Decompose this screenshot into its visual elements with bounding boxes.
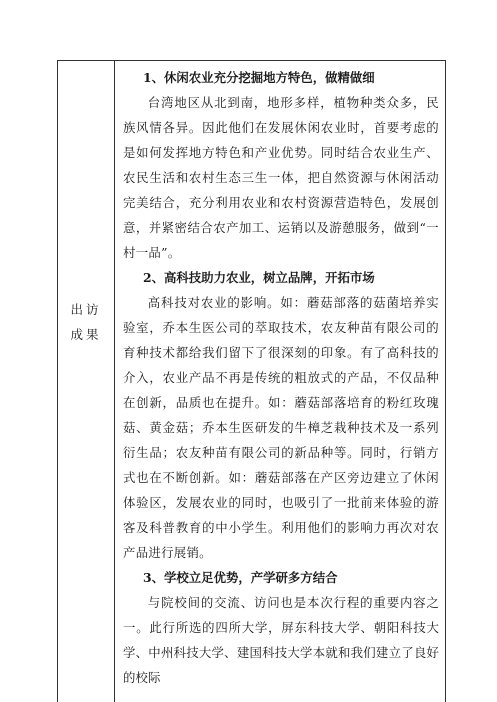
section-3-heading: 3、学校立足优势，产学研多方结合	[143, 570, 338, 585]
row-label-line-2: 成果	[70, 327, 102, 342]
row-label-line-1: 出访	[70, 302, 102, 317]
content-cell	[123, 65, 439, 690]
row-label-cell	[58, 297, 114, 347]
section-1-body: 台湾地区从北到南，地形多样，植物种类众多，民族风情各异。因此他们在发展休闲农业时，首要考虑的是如何发挥地方特色和产业优势。同时结合农业生产、农民生活和农村生态三生一体，把自然资源与休闲活动完美结合，充分利用农业和农村资源营造特色，发展创意，并紧密结合农产加工、运销以及游憩服务，做到“一村一品”。	[123, 95, 439, 260]
section-1-heading: 1、休闲农业充分挖掘地方特色，做精做细	[143, 70, 375, 85]
section-2-heading: 2、高科技助力农业，树立品牌，开拓市场	[143, 270, 375, 285]
section-3-body: 与院校间的交流、访问也是本次行程的重要内容之一。此行所选的四所大学，屏东科技大学、朝阳科技大学、中州科技大学、建国科技大学本就和我们建立了良好的校际	[123, 595, 439, 685]
section-2-body: 高科技对农业的影响。如：蘑菇部落的菇菌培养实验室，乔本生医公司的萃取技术，农友种苗有限公司的育种技术都给我们留下了很深刻的印象。有了高科技的介入，农业产品不再是传统的粗放式的产品，不仅品种在创新，品质也在提升。如：蘑菇部落培育的粉红玫瑰菇、黄金菇；乔本生医研发的牛樟芝栽种技术及一系列衍生品；农友种苗有限公司的新品种等。同时，行销方式也在不断创新。如：蘑菇部落在产区旁边建立了休闲体验区，发展农业的同时，也吸引了一批前来体验的游客及科普教育的中小学生。利用他们的影响力再次对农产品进行展销。	[123, 295, 439, 560]
column-divider	[114, 60, 115, 702]
